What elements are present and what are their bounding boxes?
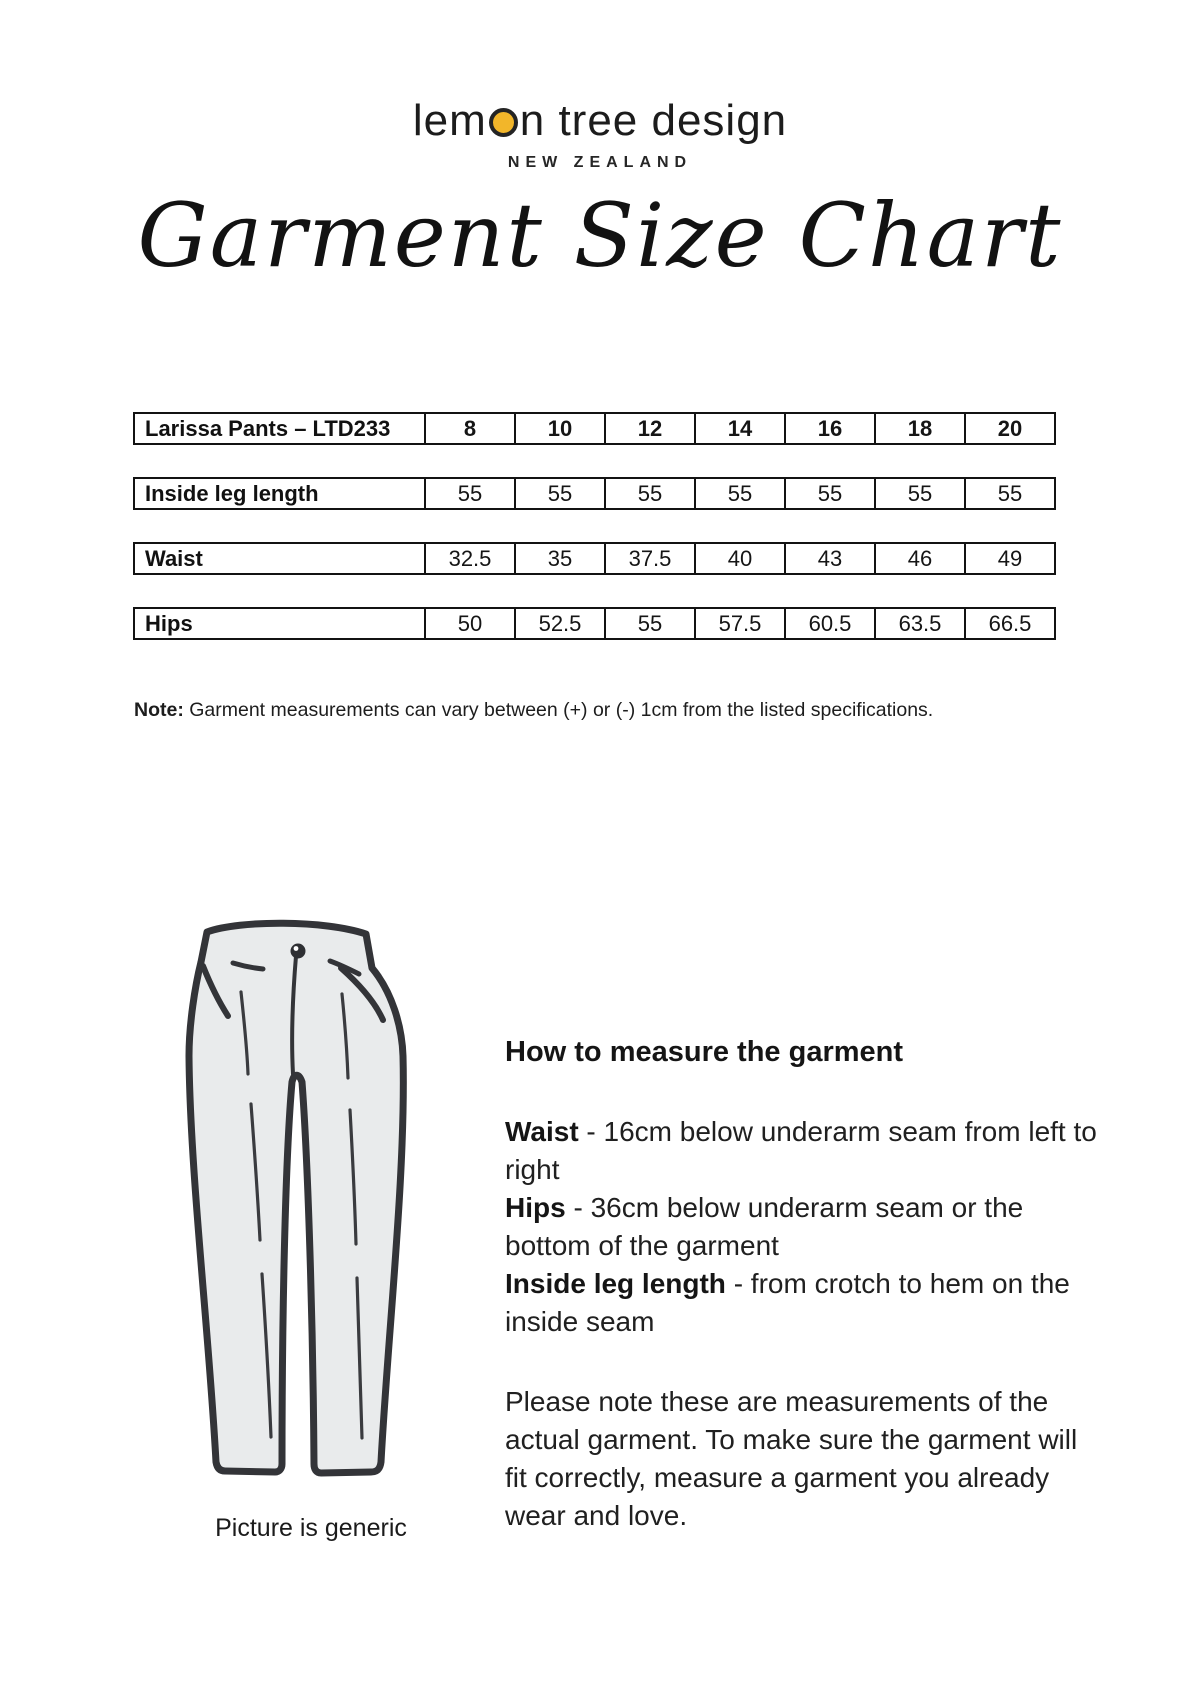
brand-text-pre: lem bbox=[412, 96, 487, 145]
pants-illustration bbox=[145, 842, 477, 1490]
measure-term: Hips bbox=[505, 1192, 566, 1223]
measure-item-waist bbox=[505, 1113, 1105, 1189]
measure-heading: How to measure the garment bbox=[505, 1036, 904, 1068]
illustration-caption: Picture is generic bbox=[215, 1514, 407, 1542]
measure-term: Inside leg length bbox=[505, 1268, 726, 1299]
row-label: Hips bbox=[135, 609, 426, 638]
measure-term: Waist bbox=[505, 1116, 579, 1147]
measure-section bbox=[505, 1036, 1105, 1535]
note-label: Note: bbox=[134, 699, 184, 721]
measurement-cell: 55 bbox=[606, 609, 696, 638]
size-column-header: 12 bbox=[606, 414, 696, 443]
measurement-cell: 40 bbox=[696, 544, 786, 573]
page-title: Garment Size Chart bbox=[137, 184, 1063, 287]
pants-drawing bbox=[145, 842, 477, 1490]
size-column-header: 18 bbox=[876, 414, 966, 443]
measurement-cell: 55 bbox=[997, 480, 1023, 506]
measure-desc: - from crotch to hem on the inside seam bbox=[505, 1268, 1070, 1337]
measurement-cell: 50 bbox=[426, 609, 516, 638]
size-column-header: 20 bbox=[997, 415, 1023, 441]
measurement-cell: 57.5 bbox=[696, 609, 786, 638]
size-table bbox=[133, 412, 1056, 640]
table-row-inside-leg bbox=[133, 477, 1056, 510]
measurement-cell: 63.5 bbox=[876, 609, 966, 638]
measurement-cell: 55 bbox=[696, 479, 786, 508]
measure-item-hips bbox=[505, 1189, 1105, 1265]
brand-text-post: n tree design bbox=[519, 96, 788, 145]
measurement-cell: 60.5 bbox=[786, 609, 876, 638]
table-row-hips bbox=[133, 607, 1056, 640]
button-highlight bbox=[294, 946, 299, 951]
measurement-cell: 35 bbox=[516, 544, 606, 573]
measure-item-inside-leg bbox=[505, 1265, 1105, 1341]
measurement-cell: 55 bbox=[516, 479, 606, 508]
measurement-cell: 46 bbox=[876, 544, 966, 573]
measurement-cell: 55 bbox=[606, 479, 696, 508]
size-table-header-row bbox=[133, 412, 1056, 445]
brand-country: NEW ZEALAND bbox=[507, 154, 693, 171]
measurement-cell: 43 bbox=[786, 544, 876, 573]
note-text: Garment measurements can vary between (+) or (-) 1cm from the listed specifications. bbox=[183, 699, 934, 721]
measurement-cell: 37.5 bbox=[606, 544, 696, 573]
size-column-header: 10 bbox=[516, 414, 606, 443]
measure-desc: - 16cm below underarm seam from left to right bbox=[505, 1116, 1097, 1185]
table-row-waist bbox=[133, 542, 1056, 575]
measurement-cell: 55 bbox=[876, 479, 966, 508]
product-name: Larissa Pants – LTD233 bbox=[135, 414, 426, 443]
measurement-cell: 66.5 bbox=[988, 610, 1032, 636]
brand-name bbox=[0, 96, 1200, 146]
measure-footer: Please note these are measurements of the actual garment. To make sure the garment will fit correctly, measure a garment you already wear and love. bbox=[505, 1386, 1078, 1531]
measure-desc: - 36cm below underarm seam or the bottom of the garment bbox=[505, 1192, 1024, 1261]
button-icon bbox=[291, 944, 306, 959]
note bbox=[134, 699, 933, 722]
row-label: Inside leg length bbox=[135, 479, 426, 508]
measurement-cell: 32.5 bbox=[426, 544, 516, 573]
row-label: Waist bbox=[135, 544, 426, 573]
measurement-cell: 55 bbox=[786, 479, 876, 508]
measurement-cell: 49 bbox=[997, 545, 1023, 571]
lemon-dot-icon bbox=[489, 108, 518, 137]
measurement-cell: 55 bbox=[426, 479, 516, 508]
brand-logo bbox=[0, 96, 1200, 172]
size-column-header: 8 bbox=[426, 414, 516, 443]
measurement-cell: 52.5 bbox=[516, 609, 606, 638]
size-column-header: 16 bbox=[786, 414, 876, 443]
size-column-header: 14 bbox=[696, 414, 786, 443]
